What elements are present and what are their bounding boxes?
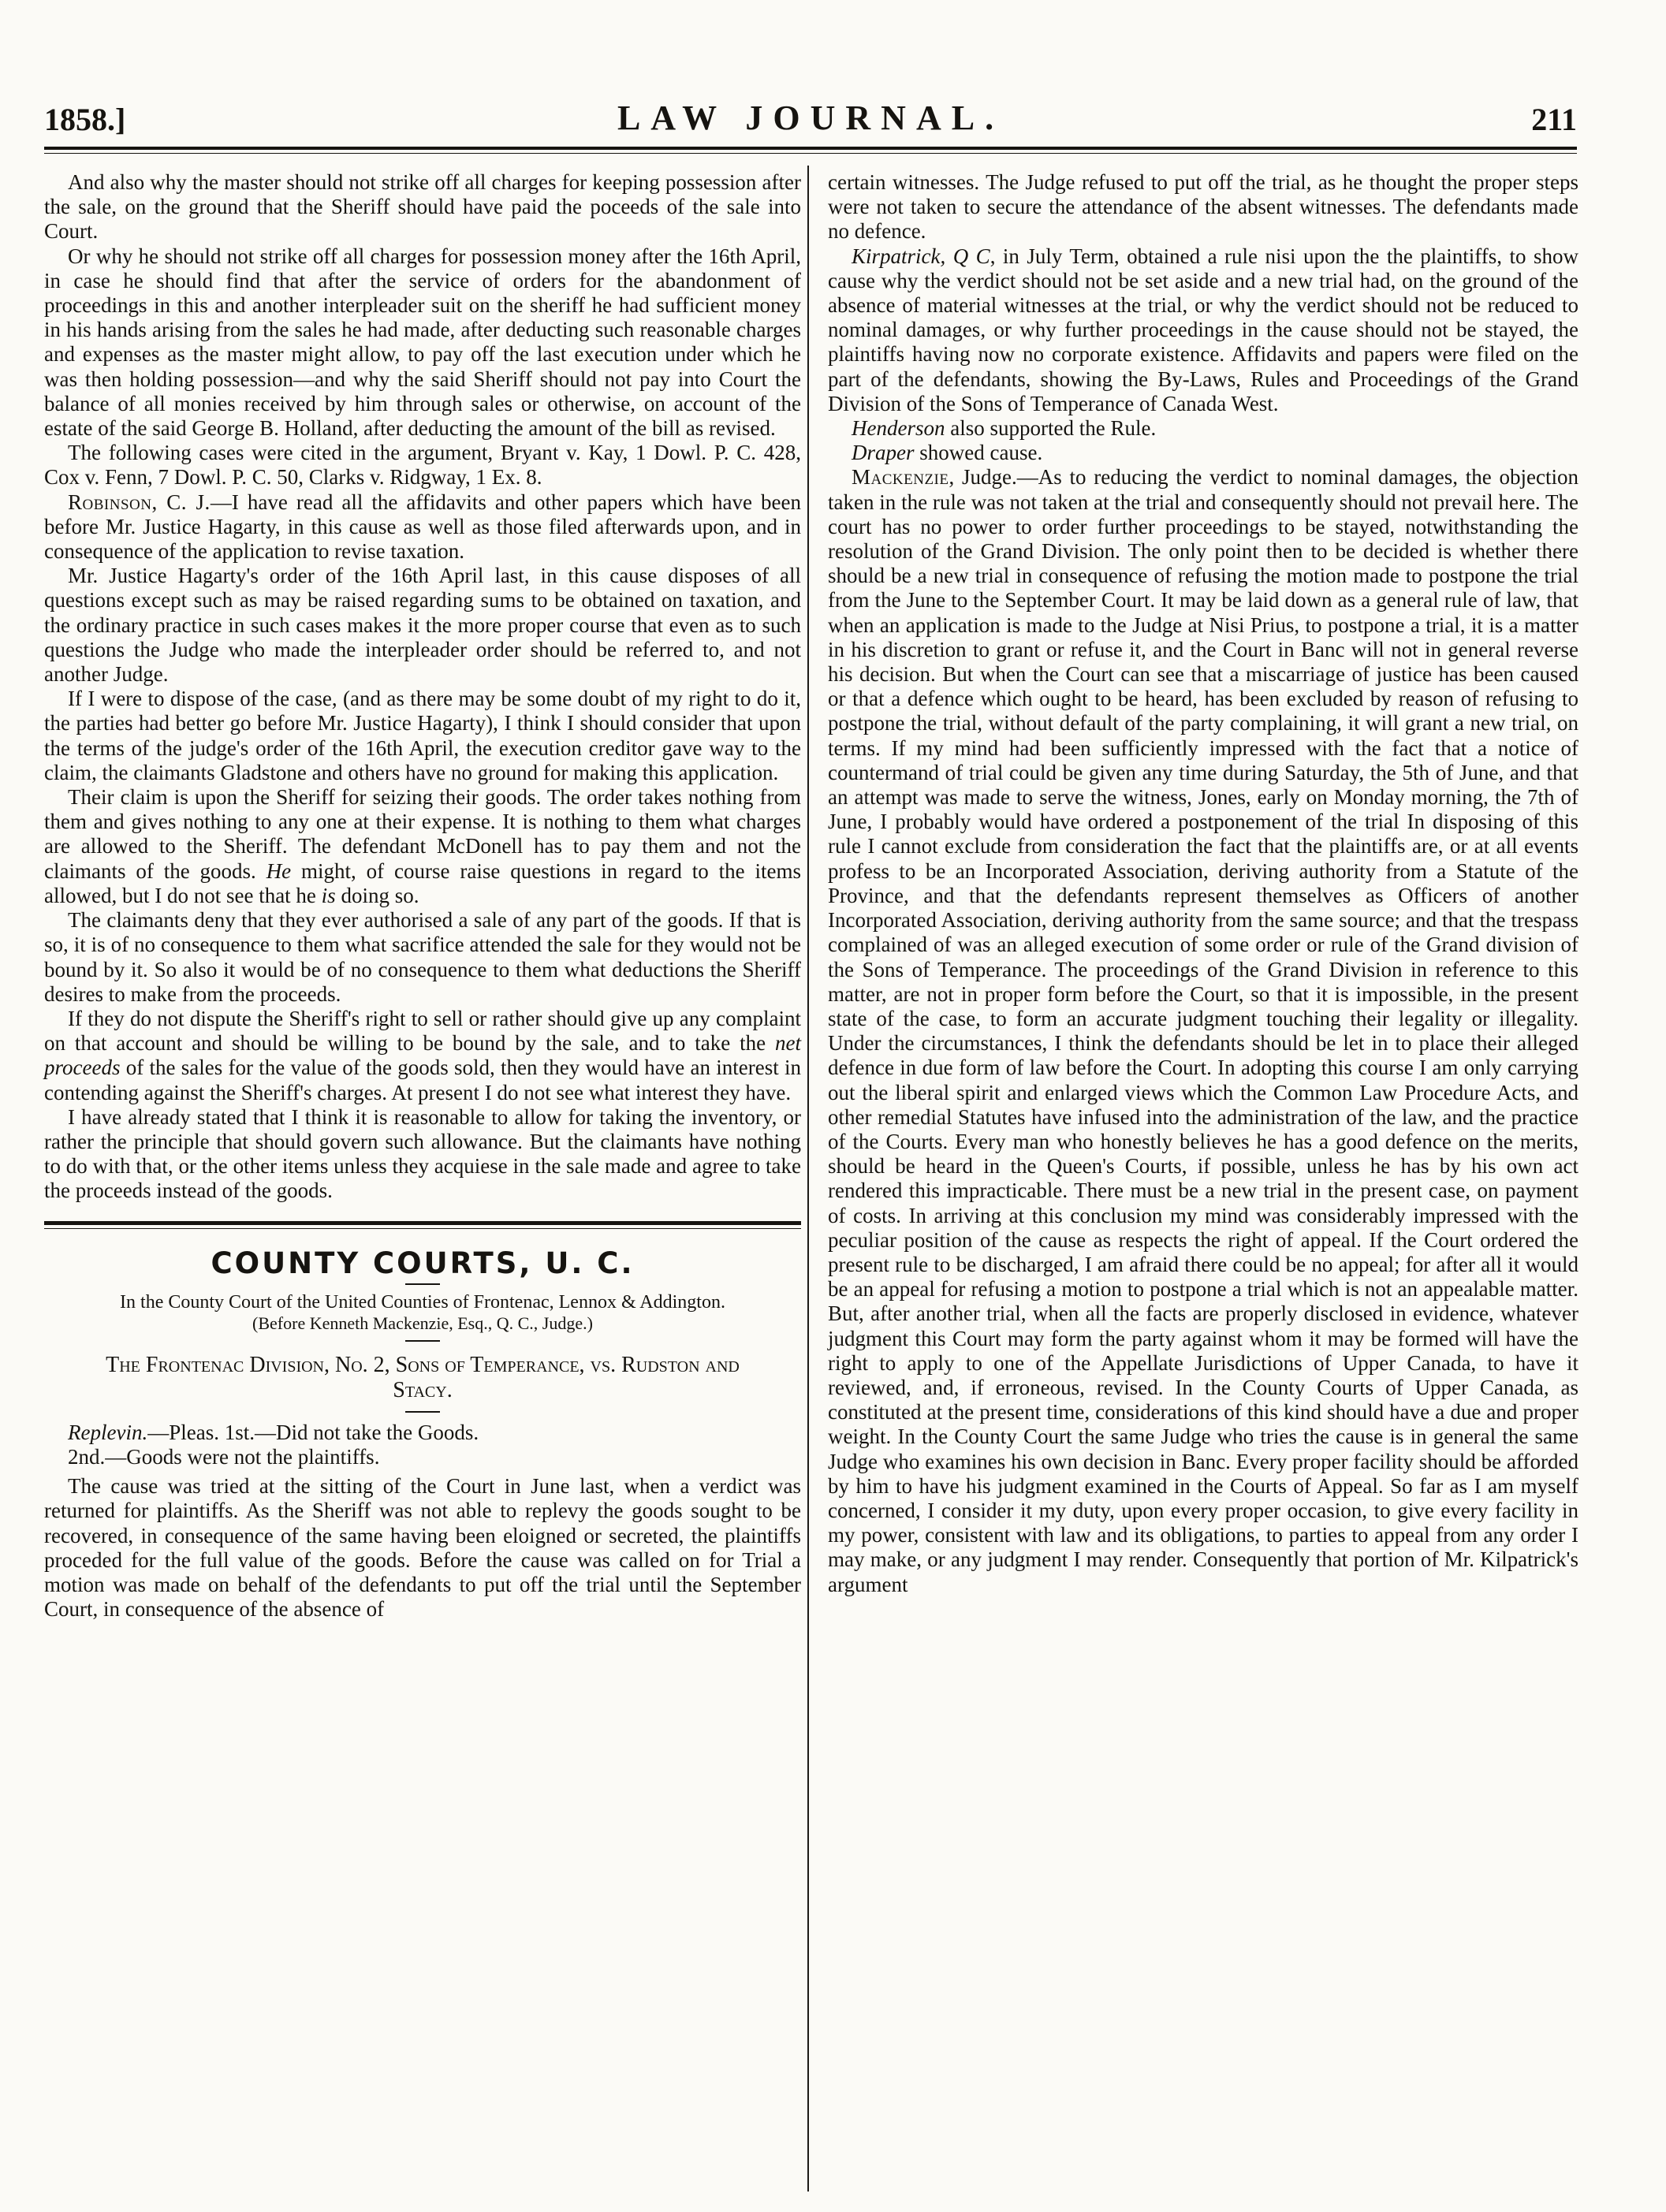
paragraph: The following cases were cited in the argument, Bryant v. Kay, 1 Dowl. P. C. 428, Cox v. Fenn, 7 Dowl. P. C. 50, Clarks v. Ridgway, 1 Ex. 8.	[44, 441, 801, 490]
paragraph: Robinson, C. J.—I have read all the affidavits and other papers which have been before Mr. Justice Hagarty, in this cause as well as those filed afterwards upon, and in consequence of the application to revise taxation.	[44, 490, 801, 564]
pleas-line: 2nd.—Goods were not the plaintiffs.	[68, 1444, 380, 1469]
running-header	[44, 93, 1577, 140]
column-divider	[807, 166, 809, 2192]
paragraph: Or why he should not strike off all charges for possession money after the 16th April, in case he should find that after the service of orders for the abandonment of proceedings in this and another interpleader suit on the sheriff he had sufficient money in his hands arising from the sales he had made, after deducting such reasonable charges and expenses as the master might allow, to pay off the last execution under which he was then holding possession—and why the said Sheriff should not pay into Court the balance of all monies received by him through sales or otherwise, on account of the estate of the said George B. Holland, after deducting the amount of the bill as revised.	[44, 244, 801, 441]
short-divider	[405, 1411, 440, 1413]
paragraph: I have already stated that I think it is reasonable to allow for taking the inventory, or rather the principle that should govern such allowance. But the claimants have nothing to do with that, or the other items unless they acquiese in the sale made and agree to take the proceeds instead of the goods.	[44, 1104, 801, 1203]
paragraph: Henderson also supported the Rule.	[852, 416, 1157, 441]
paragraph: Mr. Justice Hagarty's order of the 16th April last, in this cause disposes of all questions except such as may be raised regarding sums to be obtained on taxation, and the ordinary practice in such cases makes it the more proper course that even as to such questions the Judge who made the interpleader order should be referred to, and not another Judge.	[44, 564, 801, 687]
header-title: LAW JOURNAL.	[617, 99, 1004, 137]
judge-line: (Before Kenneth Mackenzie, Esq., Q. C., Judge.)	[252, 1313, 593, 1333]
right-column	[828, 170, 1578, 1597]
paragraph: Draper showed cause.	[852, 441, 1043, 465]
paragraph: The cause was tried at the sitting of the Court in June last, when a verdict was returned for plaintiffs. As the Sheriff was not able to replevy the goods sought to be recovered, in consequence of the same having been eloigned or secreted, the plaintiffs proceded for the full value of the goods. Before the cause was called on for Trial a motion was made on behalf of the defendants to put off the trial until the September Court, in consequence of the absence of	[44, 1474, 801, 1622]
court-line: In the County Court of the United Counties of Frontenac, Lennox & Addington.	[120, 1291, 725, 1313]
short-divider	[405, 1340, 440, 1342]
paragraph: And also why the master should not strike off all charges for keeping possession after the sale, on the ground that the Sheriff should have paid the poceeds of the sale into Court.	[44, 170, 801, 244]
case-title: The Frontenac Division, No. 2, Sons of Temperance, vs. Rudston and Stacy.	[106, 1352, 740, 1402]
left-column	[44, 170, 801, 1622]
section-rule-thick	[44, 1221, 801, 1225]
paragraph: certain witnesses. The Judge refused to put off the trial, as he thought the proper steps were not taken to secure the attendance of the absent witnesses. The defendants made no defence.	[828, 170, 1578, 244]
section-rule-thin	[44, 1228, 801, 1229]
short-divider	[405, 1283, 440, 1285]
paragraph: If they do not dispute the Sheriff's right to sell or rather should give up any complaint on that account and should be willing to be bound by the sale, and to take the net proceeds of the sales for the value of the goods sold, then they would have an interest in contending against the Sheriff's charges. At present I do not see what interest they have.	[44, 1006, 801, 1104]
paragraph: If I were to dispose of the case, (and as there may be some doubt of my right to do it, the parties had better go before Mr. Justice Hagarty), I think I should consider that upon the terms of the judge's order of the 16th April, the execution creditor gave way to the claim, the claimants Gladstone and others have no ground for making this application.	[44, 687, 801, 784]
pleas-line: Replevin.—Pleas. 1st.—Did not take the Goods.	[68, 1420, 479, 1444]
judge-name: Robinson, C. J.	[68, 490, 211, 514]
section-heading: COUNTY COURTS, U. C.	[211, 1246, 635, 1280]
paragraph: The claimants deny that they ever authorised a sale of any part of the goods. If that is so, it is of no consequence to them what sacrifice attended the sale for they would not be bound by it. So also it would be of no consequence to them what deductions the Sheriff desires to make from the proceeds.	[44, 908, 801, 1006]
paragraph: Mackenzie, Judge.—As to reducing the verdict to nominal damages, the objection taken in the rule was not taken at the trial and consequently should not prevail here. The court has no power to order further proceedings to be stayed, notwithstanding the resolution of the Grand Division. The only point then to be decided is whether there should be a new trial in consequence of refusing the motion made to postpone the trial from the June to the September Court. It may be laid down as a general rule of law, that when an application is made to the Judge at Nisi Prius, to postpone a trial, it is a matter in his discretion to grant or refuse it, and the Court in Banc will not in general reverse his decision. But when the Court can see that a miscarriage of justice has been caused or that a defence which ought to be heard, has been excluded by reason of refusing to postpone the trial, without default of the party complaining, it will grant a new trial, on terms. If my mind had been sufficiently impressed with the fact that a notice of countermand of trial could be given any time during Saturday, the 5th of June, and that an attempt was made to serve the witness, Jones, early on Monday morning, the 7th of June, I probably would have ordered a postponement of the trial In disposing of this rule I cannot exclude from consideration the fact that the plaintiffs are, or at all events profess to be an Incorporated Association, deriving authority from a Statute of the Province, and that the defendants represent themselves as Officers of another Incorporated Association, deriving authority from the same source; and that the trespass complained of was an alleged execution of some order or rule of the Grand division of the Sons of Temperance. The proceedings of the Grand Division in reference to this matter, are not in proper form before the Court, so that it is impossible, in the present state of the case, to form an accurate judgment touching their legality or illegality. Under the circumstances, I think the defendants should be let in to place their alleged defence in due form of law before the Court. In adopting this course I am only carrying out the liberal spirit and enlarged views which the Common Law Procedure Acts, and other remedial Statutes have infused into the administration of the law, and the practice of the Courts. Every man who honestly believes he has a good defence on the merits, should be heard in the Queen's Courts, if possible, unless he has by his own act rendered this impracticable. There must be a new trial in the present case, on payment of costs. In arriving at this conclusion my mind was considerably impressed with the peculiar position of the cause as respects the right of appeal. If the Court ordered the present rule to be discharged, I am afraid there could be no appeal; for after all it would be an appeal for refusing a motion to postpone a trial which is not an appealable matter. But, after another trial, when all the facts are properly disclosed in evidence, whatever judgment this Court may form the party against whom it may be formed will have the right to apply to one of the Appellate Jurisdictions of Upper Canada, to have it reviewed, and, if erroneous, revised. In the County Courts of Upper Canada, as constituted at the present time, considerations of this kind should have a due and proper weight. In the County Court the same Judge who tries the cause is in general the same Judge who examines his own decision in Banc. Every proper facility should be afforded by him to have his judgment examined in the Courts of Appeal. So far as I am myself concerned, I consider it my duty, upon every proper occasion, to give every facility in my power, consistent with law and its obligations, to parties to appeal from any order I may make, or any judgment I may render. Consequently that portion of Mr. Kilpatrick's argument	[828, 465, 1578, 1596]
judge-name: Mackenzie	[852, 465, 949, 490]
paragraph: Kirpatrick, Q C, in July Term, obtained a rule nisi upon the the plaintiffs, to show cause why the verdict should not be set aside and a new trial had, on the ground of the absence of material witnesses at the trial, or why the verdict should not be reduced to nominal damages, or why further proceedings in the cause should not be stayed, the plaintiffs having now no corporate existence. Affidavits and papers were filed on the part of the defendants, showing the By-Laws, Rules and Proceedings of the Grand Division of the Sons of Temperance of Canada West.	[828, 244, 1578, 415]
header-rule-thick	[44, 147, 1577, 150]
page-number: 211	[1531, 102, 1577, 137]
header-year: 1858.]	[44, 102, 126, 137]
header-rule-thin	[44, 153, 1577, 154]
paragraph: Their claim is upon the Sheriff for seizing their goods. The order takes nothing from them and gives nothing to any one at their expense. It is nothing to them what charges are allowed to the Sheriff. The defendant McDonell has to pay them and not the claimants of the goods. He might, of course raise questions in regard to the items allowed, but I do not see that he is doing so.	[44, 785, 801, 907]
